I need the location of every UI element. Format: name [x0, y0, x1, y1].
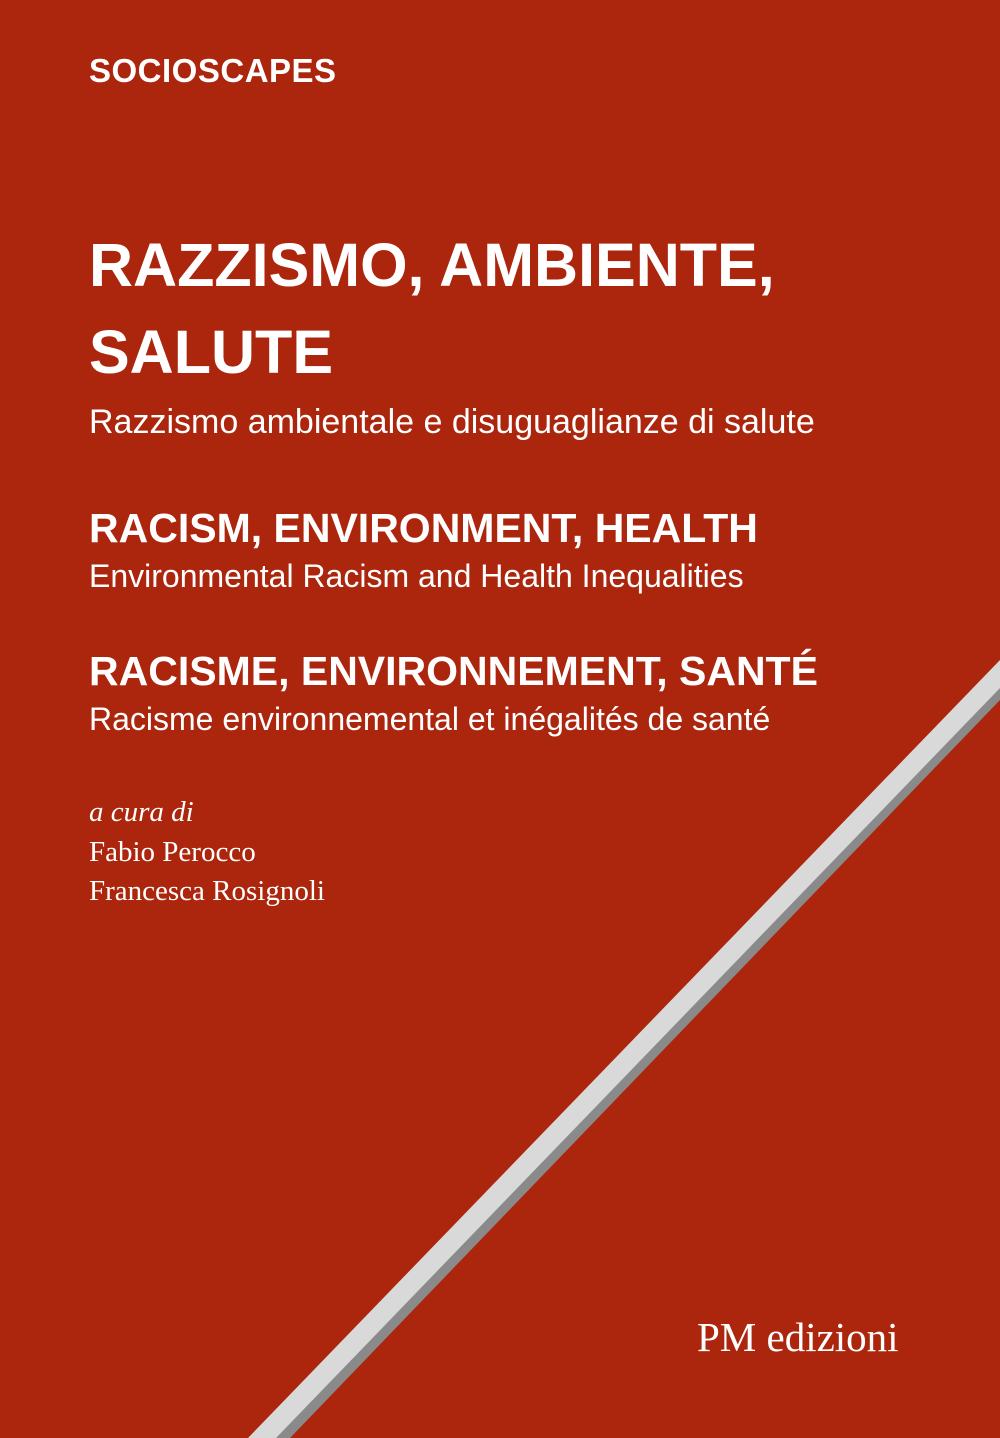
- series-name: SOCIOSCAPES: [89, 52, 337, 89]
- book-subtitle-italian: Razzismo ambientale e disuguaglianze di salute: [89, 403, 815, 441]
- book-subtitle-french: Racisme environnemental et inégalités de santé: [89, 701, 771, 737]
- book-title-line-1: RAZZISMO, AMBIENTE,: [89, 231, 775, 299]
- book-title: [89, 222, 775, 396]
- book-subtitle-english: Environmental Racism and Health Inequalities: [89, 558, 744, 594]
- curatela-label: a cura di: [89, 796, 194, 828]
- editor-name: Fabio Perocco: [89, 836, 256, 868]
- editor-name: Francesca Rosignoli: [89, 875, 325, 907]
- publisher-name: PM edizioni: [697, 1314, 899, 1360]
- book-title-line-2: SALUTE: [89, 318, 333, 386]
- book-title-english: RACISM, ENVIRONMENT, HEALTH: [89, 505, 758, 551]
- book-title-french: RACISME, ENVIRONNEMENT, SANTÉ: [89, 648, 818, 694]
